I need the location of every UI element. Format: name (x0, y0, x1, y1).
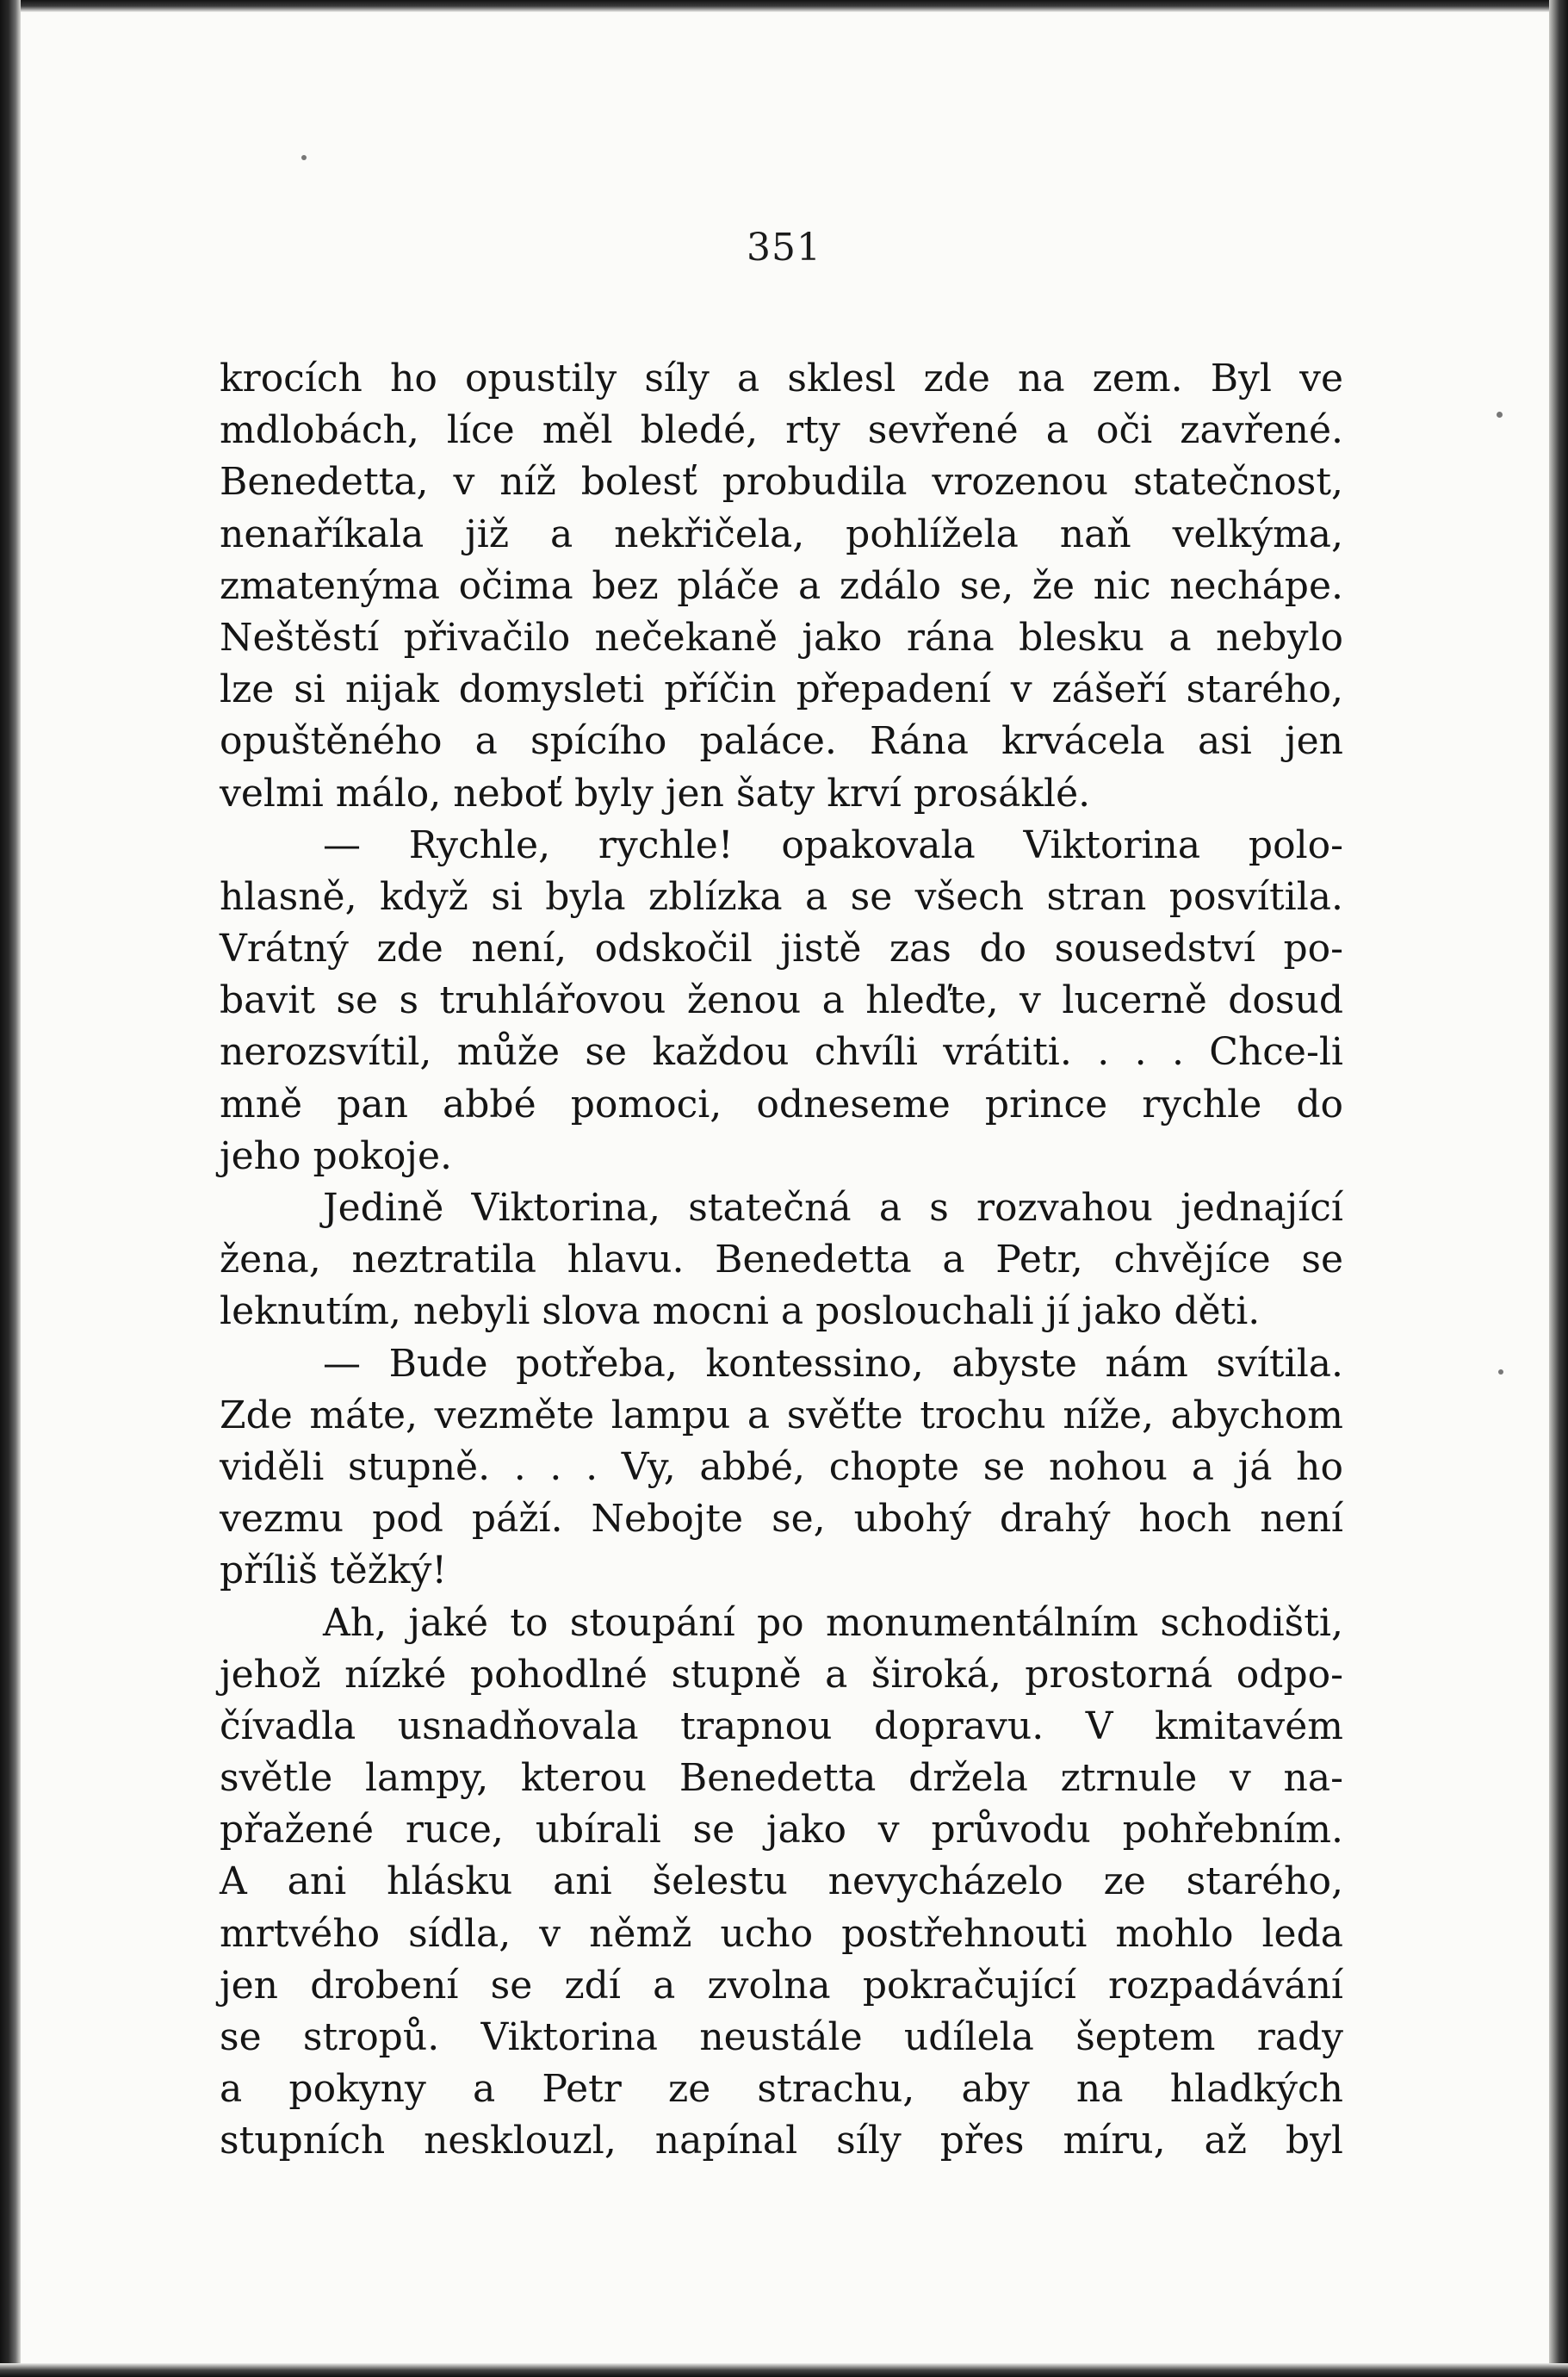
scan-edge-left (0, 0, 21, 2377)
text-line: čívadla usnadňovala trapnou dopravu. V kmitavém (220, 1704, 1343, 1748)
text-line: vezmu pod páží. Nebojte se, ubohý drahý hoch není (220, 1497, 1343, 1542)
text-line: — Rychle, rychle! opakovala Viktorina polo- (323, 822, 1343, 867)
text-line: mdlobách, líce měl bledé, rty sevřené a oči zavřené. (220, 408, 1343, 453)
text-line: jehož nízké pohodlné stupně a široká, prostorná odpo- (220, 1652, 1343, 1697)
page-number: 351 (747, 226, 821, 270)
text-line: Vrátný zde není, odskočil jistě zas do sousedství po- (220, 927, 1343, 971)
text-line: a pokyny a Petr ze strachu, aby na hladkých (220, 2067, 1343, 2112)
body-text (220, 353, 1343, 2168)
text-line: Zde máte, vezměte lampu a svěťte trochu níže, abychom (220, 1393, 1343, 1437)
text-line: zmatenýma očima bez pláče a zdálo se, že nic nechápe. (220, 563, 1343, 608)
text-line: hlasně, když si byla zblízka a se všech stran posvítila. (220, 874, 1343, 919)
text-line: — Bude potřeba, kontessino, abyste nám svítila. (323, 1341, 1343, 1386)
text-line: Benedetta, v níž bolesť probudila vrozenou statečnost, (220, 460, 1343, 505)
text-line: stupních nesklouzl, napínal síly přes míru, až byl (220, 2119, 1343, 2163)
text-line: A ani hlásku ani šelestu nevycházelo ze starého, (220, 1859, 1343, 1904)
text-line: jen drobení se zdí a zvolna pokračující rozpadávání (220, 1963, 1343, 2008)
text-line: nerozsvítil, může se každou chvíli vrátiti. . . . Chce-li (220, 1030, 1343, 1075)
text-line: příliš těžký! (220, 1548, 448, 1593)
text-line: krocích ho opustily síly a sklesl zde na zem. Byl ve (220, 357, 1343, 400)
scan-edge-bottom (0, 2363, 1568, 2377)
text-line: jeho pokoje. (220, 1133, 452, 1178)
text-line: Neštěstí přivačilo nečekaně jako rána blesku a nebylo (220, 615, 1343, 660)
scan-edge-top (0, 0, 1568, 12)
text-line: mrtvého sídla, v němž ucho postřehnouti mohlo leda (220, 1911, 1343, 1956)
text-line: světle lampy, kterou Benedetta držela ztrnule v na- (220, 1756, 1343, 1801)
text-line: Jedině Viktorina, statečná a s rozvahou jednající (323, 1186, 1343, 1230)
text-line: přažené ruce, ubírali se jako v průvodu pohřebním. (220, 1808, 1343, 1853)
dust-speck (1497, 412, 1503, 418)
scan-edge-right (1549, 0, 1568, 2377)
text-line: mně pan abbé pomoci, odneseme prince rychle do (220, 1082, 1343, 1126)
text-line: se stropů. Viktorina neustále udílela šeptem rady (220, 2015, 1343, 2059)
text-line: viděli stupně. . . . Vy, abbé, chopte se nohou a já ho (220, 1444, 1343, 1489)
text-line: bavit se s truhlářovou ženou a hleďte, v lucerně dosud (220, 978, 1343, 1023)
dust-speck (301, 155, 307, 160)
text-line: opuštěného a spícího paláce. Rána krvácela asi jen (220, 719, 1343, 764)
text-line: nenaříkala již a nekřičela, pohlížela naň velkýma, (220, 512, 1343, 556)
text-line: Ah, jaké to stoupání po monumentálním schodišti, (323, 1600, 1343, 1645)
dust-speck (1498, 1369, 1503, 1375)
text-line: žena, neztratila hlavu. Benedetta a Petr, chvějíce se (220, 1238, 1343, 1282)
text-line: leknutím, nebyli slova mocni a poslouchali jí jako děti. (220, 1289, 1261, 1334)
text-line: lze si nijak domysleti příčin přepadení v zášeří starého, (220, 667, 1343, 712)
text-line: velmi málo, neboť byly jen šaty krví prosáklé. (220, 771, 1091, 816)
